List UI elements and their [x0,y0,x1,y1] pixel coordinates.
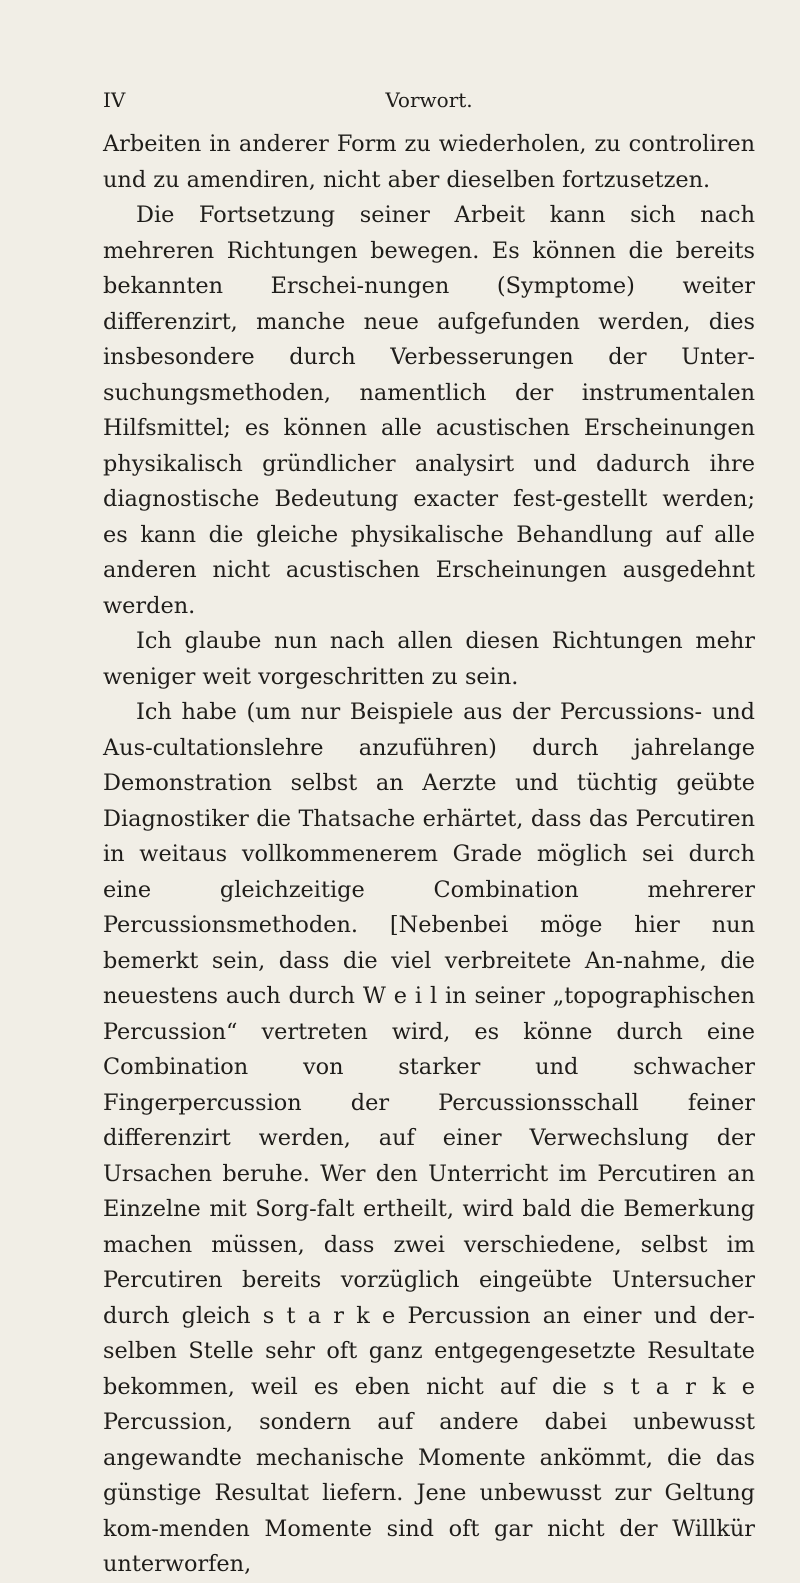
paragraph: Arbeiten in anderer Form zu wiederholen, zu controliren und zu amendiren, nicht aber dieselben fortzusetzen. [103,131,755,193]
running-title: Vorwort. [385,88,473,112]
paragraph: Die Fortsetzung seiner Arbeit kann sich nach mehreren Richtungen bewegen. Es können die bereits bekannten Erschei-nungen (Symptome) weiter differenzirt, manche neue aufgefunden werden, dies insbesondere durch Verbesserungen der Unter-suchungsmethoden, namentlich der instrumentalen Hilfsmittel; es können alle acustischen Erscheinungen physikalisch gründlicher analysirt und dadurch ihre diagnostische Bedeutung exacter fest-gestellt werden; es kann die gleiche physikalische Behandlung auf alle anderen nicht acustischen Erscheinungen ausgedehnt werden. [103,202,755,619]
page-number: IV [103,88,126,112]
page-header [103,88,755,118]
paragraph: Ich glaube nun nach allen diesen Richtungen mehr weniger weit vorgeschritten zu sein. [103,628,755,690]
body-text [103,127,755,1583]
paragraph: Ich habe (um nur Beispiele aus der Percussions- und Aus-cultationslehre anzuführen) durch jahrelange Demonstration selbst an Aerzte und tüchtig geübte Diagnostiker die Thatsache erhärtet, dass das Percutiren in weitaus vollkommenerem Grade möglich sei durch eine gleichzeitige Combination mehrerer Percussionsmethoden. [Nebenbei möge hier nun bemerkt sein, dass die viel verbreitete An-nahme, die neuestens auch durch W e i l in seiner „topographischen Percussion“ vertreten wird, es könne durch eine Combination von starker und schwacher Fingerpercussion der Percussionsschall feiner differenzirt werden, auf einer Verwechslung der Ursachen beruhe. Wer den Unterricht im Percutiren an Einzelne mit Sorg-falt ertheilt, wird bald die Bemerkung machen müssen, dass zwei verschiedene, selbst im Percutiren bereits vorzüglich eingeübte Untersucher durch gleich s t a r k e Percussion an einer und der-selben Stelle sehr oft ganz entgegengesetzte Resultate bekommen, weil es eben nicht auf die s t a r k e Percussion, sondern auf andere dabei unbewusst angewandte mechanische Momente ankömmt, die das günstige Resultat liefern. Jene unbewusst zur Geltung kom-menden Momente sind oft gar nicht der Willkür unterworfen, [103,699,755,1577]
